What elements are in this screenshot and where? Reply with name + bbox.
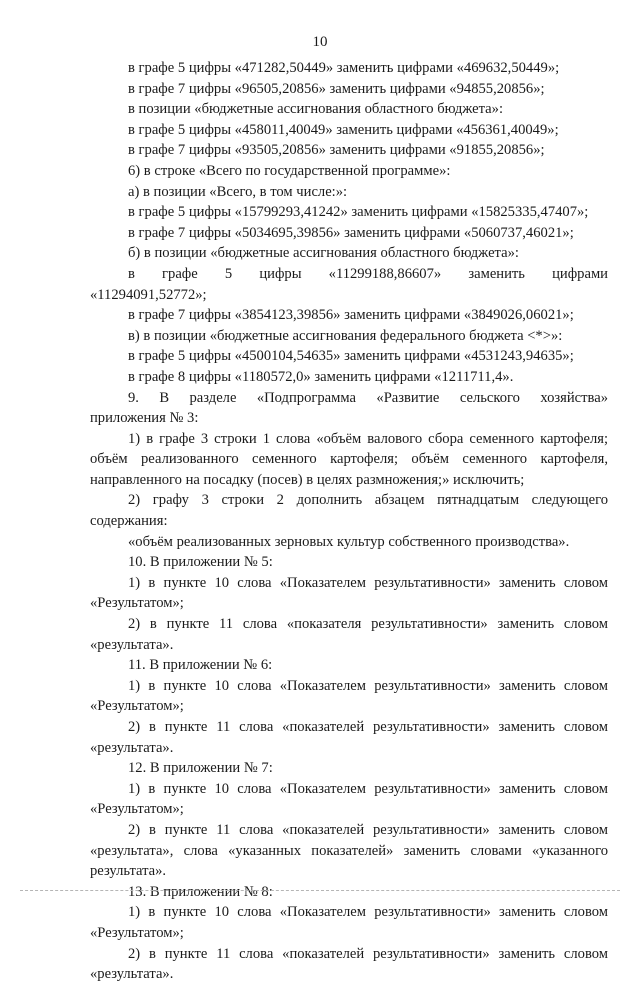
text-line: 1) в графе 3 строки 1 слова «объём валового сбора семенного картофеля; (128, 430, 608, 447)
text-line: «результата», слова «указанных показателей» заменить словами «указанного (90, 842, 608, 859)
text-line: «11294091,52772»; (90, 286, 207, 303)
text-line: в графе 5 цифры «458011,40049» заменить цифрами «456361,40049»; (128, 121, 559, 138)
text-line: «Результатом»; (90, 801, 184, 818)
text-line: 9. В разделе «Подпрограмма «Развитие сельского хозяйства» (128, 389, 608, 406)
text-line: 2) в пункте 11 слова «показателей результативности» заменить словом (128, 821, 608, 838)
text-line: в графе 8 цифры «1180572,0» заменить цифрами «1211711,4». (128, 368, 514, 385)
text-line: в графе 7 цифры «3854123,39856» заменить цифрами «3849026,06021»; (128, 307, 574, 324)
text-line: в графе 7 цифры «93505,20856» заменить цифрами «91855,20856»; (128, 142, 545, 159)
text-line: содержания: (90, 513, 168, 530)
page-bottom-divider (20, 890, 620, 891)
text-line: а) в позиции «Всего, в том числе:»: (128, 183, 348, 200)
text-line: 2) графу 3 строки 2 дополнить абзацем пятнадцатым следующего (128, 492, 608, 509)
text-line: 2) в пункте 11 слова «показателей результативности» заменить словом (128, 719, 608, 735)
text-line: «результата». (90, 966, 174, 983)
text-line: 1) в пункте 10 слова «Показателем результативности» заменить словом (128, 780, 608, 797)
document-body (90, 58, 608, 985)
text-line: 11. В приложении № 6: (128, 657, 273, 674)
text-line: 1) в пункте 10 слова «Показателем результативности» заменить словом (128, 677, 608, 694)
text-line: 10. В приложении № 5: (128, 554, 273, 571)
text-line: «Результатом»; (90, 924, 184, 941)
text-line: направленного на посадку (посев) в целях размножения;» исключить; (90, 471, 525, 488)
text-line: в графе 5 цифры «4500104,54635» заменить цифрами «4531243,94635»; (128, 348, 574, 365)
text-line: 13. В приложении № 8: (128, 883, 273, 900)
text-line: в графе 5 цифры «15799293,41242» заменить цифрами «15825335,47407»; (128, 204, 589, 221)
text-line: б) в позиции «бюджетные ассигнования областного бюджета»: (128, 245, 519, 262)
text-line: в) в позиции «бюджетные ассигнования федерального бюджета <*>»: (128, 327, 563, 344)
text-line: 6) в строке «Всего по государственной программе»: (128, 162, 451, 179)
text-line: 2) в пункте 11 слова «показателей результативности» заменить словом (128, 945, 608, 962)
text-line: 1) в пункте 10 слова «Показателем результативности» заменить словом (128, 574, 608, 591)
text-line: 1) в пункте 10 слова «Показателем результативности» заменить словом (128, 904, 608, 921)
text-line: в графе 5 цифры «11299188,86607» заменить цифрами (128, 265, 608, 282)
text-line: «результата». (90, 739, 174, 756)
text-line: объём реализованного семенного картофеля; объём семенного картофеля, (90, 451, 608, 468)
text-line: в позиции «бюджетные ассигнования областного бюджета»: (128, 101, 503, 118)
text-line: 12. В приложении № 7: (128, 760, 273, 777)
text-line: в графе 7 цифры «96505,20856» заменить цифрами «94855,20856»; (128, 80, 545, 97)
text-line: в графе 5 цифры «471282,50449» заменить цифрами «469632,50449»; (128, 60, 560, 76)
text-line: «Результатом»; (90, 698, 184, 715)
text-line: «Результатом»; (90, 595, 184, 612)
text-line: «объём реализованных зерновых культур собственного производства». (128, 533, 570, 550)
text-line: приложения № 3: (90, 410, 199, 427)
text-line: «результата». (90, 636, 174, 653)
text-line: результата». (90, 863, 167, 880)
text-line: в графе 7 цифры «5034695,39856» заменить цифрами «5060737,46021»; (128, 224, 574, 241)
text-line: 2) в пункте 11 слова «показателя результативности» заменить словом (128, 616, 608, 633)
page-number: 10 (312, 34, 328, 50)
